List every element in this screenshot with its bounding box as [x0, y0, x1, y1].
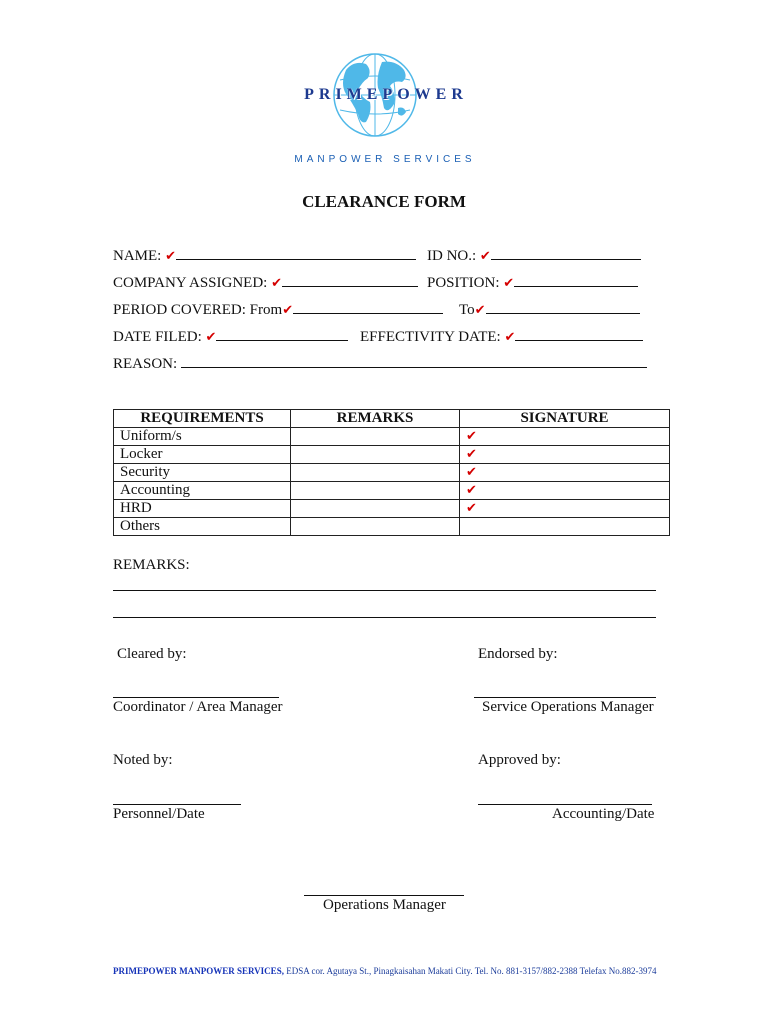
id-row [427, 247, 641, 265]
cleared-signature-line[interactable] [113, 697, 279, 698]
brand-name: PRIMEPOWER [304, 86, 468, 103]
form-title: CLEARANCE FORM [302, 192, 466, 211]
company-field[interactable] [282, 274, 418, 287]
position-row [427, 274, 638, 292]
effectivity-field[interactable] [515, 328, 643, 341]
check-mark-icon: ✔ [205, 330, 217, 345]
footer-details: EDSA cor. Agutaya St., Pinagkaisahan Makati City. Tel. No. 881-3157/882-2388 Telefax No.882-3974 [283, 966, 657, 976]
header-requirements: REQUIREMENTS [114, 410, 291, 428]
remarks-line[interactable] [113, 617, 656, 618]
period-to-row [459, 301, 640, 319]
period-label: PERIOD COVERED: From [113, 302, 283, 318]
remarks-cell[interactable] [291, 428, 460, 446]
endorsed-signature-line[interactable] [474, 697, 656, 698]
accounting-label: Accounting/Date [552, 806, 655, 822]
id-label: ID NO.: [427, 248, 477, 264]
remarks-label: REMARKS: [113, 557, 190, 573]
company-row [113, 274, 418, 292]
signature-cell[interactable] [460, 428, 670, 446]
check-mark-icon: ✔ [165, 249, 176, 264]
date-filed-label: DATE FILED: [113, 329, 202, 345]
table-row [114, 464, 670, 482]
table-row [114, 500, 670, 518]
operations-signature-line[interactable] [304, 895, 464, 896]
reason-label: REASON: [113, 356, 178, 372]
signature-cell[interactable] [460, 518, 670, 536]
table-row [114, 428, 670, 446]
name-field[interactable] [176, 247, 416, 260]
remarks-cell[interactable] [291, 464, 460, 482]
reason-row [113, 355, 647, 373]
name-row [113, 247, 416, 265]
operations-label: Operations Manager [323, 897, 446, 913]
check-mark-icon: ✔ [466, 429, 477, 444]
period-row [113, 301, 443, 319]
approved-signature-line[interactable] [478, 804, 652, 805]
company-logo [270, 50, 500, 170]
brand-tagline: MANPOWER SERVICES [294, 154, 476, 165]
coordinator-label: Coordinator / Area Manager [113, 699, 283, 715]
remarks-cell[interactable] [291, 446, 460, 464]
check-mark-icon: ✔ [479, 249, 491, 264]
requirement-cell: Uniform/s [114, 428, 291, 446]
header-signature: SIGNATURE [460, 410, 670, 428]
footer-address [113, 966, 656, 976]
personnel-label: Personnel/Date [113, 806, 205, 822]
requirement-cell: HRD [114, 500, 291, 518]
header-remarks: REMARKS [291, 410, 460, 428]
id-field[interactable] [491, 247, 641, 260]
date-filed-field[interactable] [216, 328, 348, 341]
check-mark-icon: ✔ [271, 276, 282, 291]
remarks-line[interactable] [113, 590, 656, 591]
requirement-cell: Locker [114, 446, 291, 464]
date-filed-row [113, 328, 348, 346]
check-mark-icon: ✔ [503, 276, 515, 291]
position-field[interactable] [514, 274, 638, 287]
period-to-field[interactable] [486, 301, 640, 314]
noted-by-label: Noted by: [113, 752, 173, 768]
name-label: NAME: [113, 248, 162, 264]
requirement-cell: Others [114, 518, 291, 536]
noted-signature-line[interactable] [113, 804, 241, 805]
table-header-row [114, 410, 670, 428]
table-row [114, 518, 670, 536]
approved-by-label: Approved by: [478, 752, 561, 768]
position-label: POSITION: [427, 275, 500, 291]
to-label: To [459, 302, 475, 318]
cleared-by-label: Cleared by: [117, 646, 187, 662]
company-label: COMPANY ASSIGNED: [113, 275, 268, 291]
check-mark-icon: ✔ [474, 303, 486, 318]
check-mark-icon: ✔ [466, 501, 477, 516]
period-from-field[interactable] [293, 301, 443, 314]
table-row [114, 446, 670, 464]
check-mark-icon: ✔ [466, 447, 477, 462]
service-ops-label: Service Operations Manager [482, 699, 654, 715]
signature-cell[interactable] [460, 500, 670, 518]
table-row [114, 482, 670, 500]
signature-cell[interactable] [460, 464, 670, 482]
endorsed-by-label: Endorsed by: [478, 646, 558, 662]
check-mark-icon: ✔ [466, 465, 477, 480]
reason-field[interactable] [181, 355, 647, 368]
check-mark-icon: ✔ [466, 483, 477, 498]
requirement-cell: Accounting [114, 482, 291, 500]
signature-cell[interactable] [460, 446, 670, 464]
check-mark-icon: ✔ [504, 330, 516, 345]
requirements-table [113, 409, 670, 536]
effectivity-label: EFFECTIVITY DATE: [360, 329, 501, 345]
check-mark-icon: ✔ [282, 303, 294, 318]
effectivity-row [360, 328, 643, 346]
remarks-cell[interactable] [291, 518, 460, 536]
remarks-cell[interactable] [291, 482, 460, 500]
remarks-cell[interactable] [291, 500, 460, 518]
footer-company: PRIMEPOWER MANPOWER SERVICES, [113, 966, 284, 976]
requirement-cell: Security [114, 464, 291, 482]
signature-cell[interactable] [460, 482, 670, 500]
